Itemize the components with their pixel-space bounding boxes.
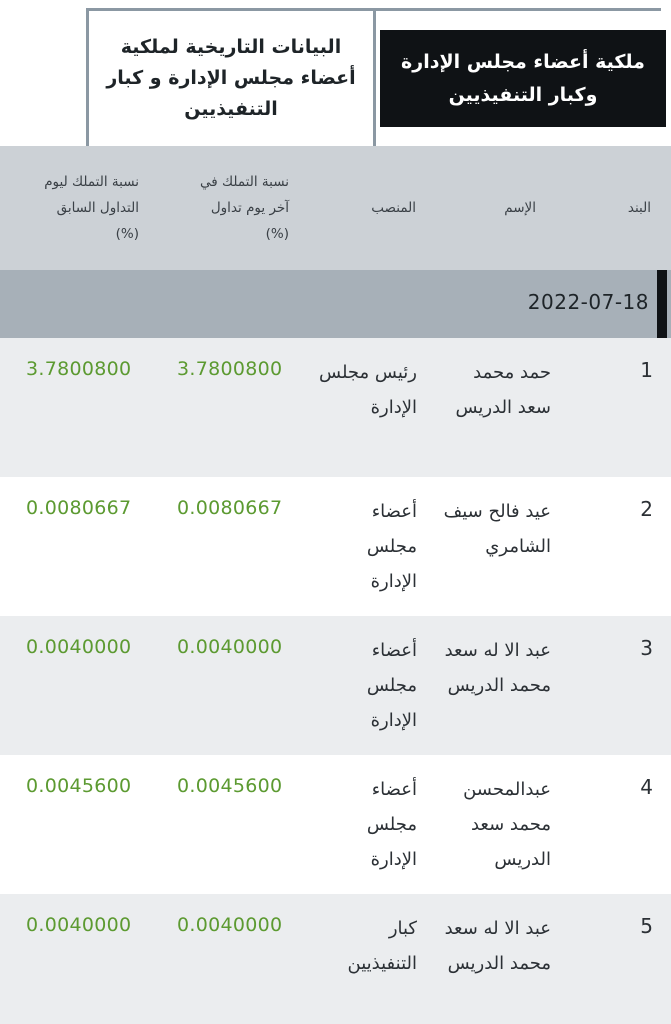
column-header-position: المنصب — [371, 200, 416, 216]
row-prev-day-percent: 0.0040000 — [26, 914, 132, 936]
tab-historical-label: البيانات التاريخية لملكية أعضاء مجلس الإدارة و كبار التنفيذيين — [106, 36, 356, 120]
row-prev-day-percent: 0.0045600 — [26, 775, 132, 797]
date-group-row — [0, 270, 671, 338]
row-number: 5 — [640, 914, 653, 938]
column-header-item: البند — [627, 200, 651, 216]
tab-historical-data[interactable] — [86, 8, 376, 146]
row-last-day-percent: 0.0040000 — [177, 914, 283, 936]
tab-ownership-active[interactable] — [380, 30, 666, 127]
row-prev-day-percent: 0.0080667 — [26, 497, 132, 519]
tab-bar-edge — [666, 0, 671, 146]
column-header-name: الإسم — [504, 200, 536, 216]
row-name: حمد محمد سعد الدريس — [455, 362, 551, 418]
table-row — [0, 338, 671, 477]
row-number: 4 — [640, 775, 653, 799]
row-name: عبد الا له سعد محمد الدريس — [444, 640, 551, 696]
row-position: أعضاء مجلس الإدارة — [366, 779, 417, 870]
table-row — [0, 894, 671, 1024]
table-row — [0, 477, 671, 616]
table-header — [0, 146, 671, 270]
row-position: كبار التنفيذيين — [347, 918, 417, 974]
group-date: 2022-07-18 — [527, 290, 649, 314]
row-last-day-percent: 0.0080667 — [177, 497, 283, 519]
row-position: أعضاء مجلس الإدارة — [366, 501, 417, 592]
row-name: عيد فالح سيف الشامري — [443, 501, 551, 557]
row-prev-day-percent: 3.7800800 — [26, 358, 132, 380]
row-number: 1 — [640, 358, 653, 382]
tab-ownership-label: ملكية أعضاء مجلس الإدارة وكبار التنفيذيين — [401, 50, 645, 106]
row-position: رئيس مجلس الإدارة — [319, 362, 417, 418]
row-name: عبد الا له سعد محمد الدريس — [444, 918, 551, 974]
table-row — [0, 616, 671, 755]
row-number: 2 — [640, 497, 653, 521]
table-row — [0, 755, 671, 894]
column-header-prev-day: نسبة التملك ليوم التداول السابق (%) — [44, 174, 139, 242]
row-prev-day-percent: 0.0040000 — [26, 636, 132, 658]
column-header-last-day: نسبة التملك في آخر يوم تداول (%) — [200, 174, 289, 242]
row-last-day-percent: 3.7800800 — [177, 358, 283, 380]
row-position: أعضاء مجلس الإدارة — [366, 640, 417, 731]
scrollbar-thumb[interactable] — [657, 270, 667, 338]
tab-bar — [0, 0, 671, 146]
row-number: 3 — [640, 636, 653, 660]
row-name: عبدالمحسن محمد سعد الدريس — [463, 779, 551, 870]
row-last-day-percent: 0.0040000 — [177, 636, 283, 658]
row-last-day-percent: 0.0045600 — [177, 775, 283, 797]
